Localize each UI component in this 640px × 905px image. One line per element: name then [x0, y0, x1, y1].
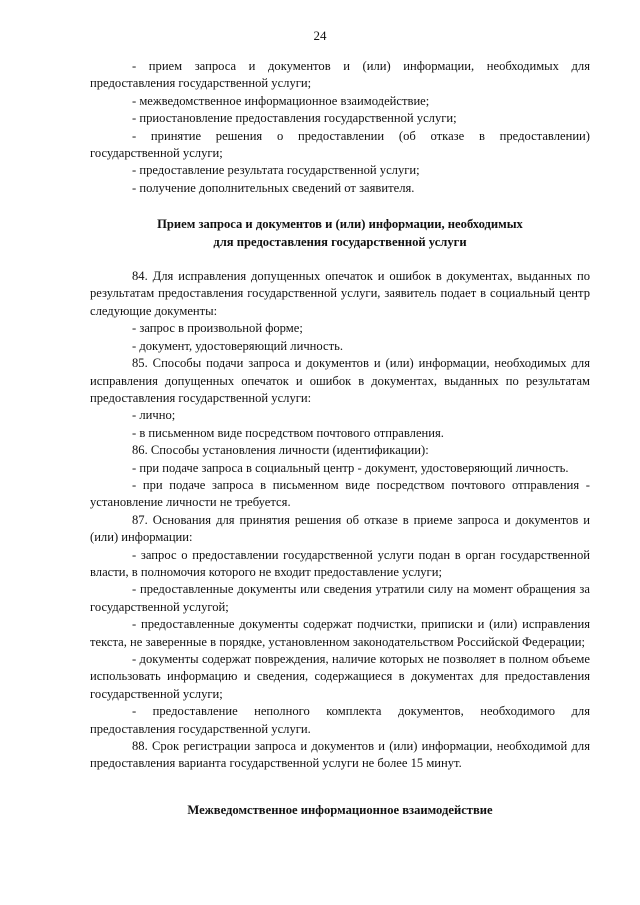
list-item: - документ, удостоверяющий личность.: [132, 338, 343, 353]
top-list-item: - прием запроса и документов и (или) информации, необходимых для предоставления государственной услуги;: [90, 59, 590, 91]
section-heading-line: Прием запроса и документов и (или) информации, необходимых: [157, 217, 523, 232]
top-list-item: - межведомственное информационное взаимодействие;: [132, 93, 430, 108]
paragraph-84: 84. Для исправления допущенных опечаток и ошибок в документах, выданных по результатам предоставления государственной услуги, заявитель подает в социальный центр следующие документы:: [90, 269, 590, 318]
paragraph-85: 85. Способы подачи запроса и документов и (или) информации, необходимых для исправления допущенных опечаток и ошибок в документах, выданных по результатам предоставления государственной услуги:: [90, 356, 590, 405]
top-list-item: - принятие решения о предоставлении (об отказе в предоставлении) государственной услуги;: [90, 128, 590, 161]
top-list-item: - получение дополнительных сведений от заявителя.: [132, 180, 415, 195]
section-heading-interagency: Межведомственное информационное взаимодействие: [187, 802, 493, 817]
list-item: - предоставление неполного комплекта документов, необходимого для предоставления государственной услуги.: [90, 704, 590, 736]
list-item: - предоставленные документы содержат подчистки, приписки и (или) исправления текста, не заверенные в порядке, установленном законодательством Российской Федерации;: [90, 617, 590, 649]
page-number: 24: [313, 28, 327, 43]
list-item: - запрос о предоставлении государственной услуги подан в орган государственной власти, в полномочия которого не входит предоставление услуги;: [90, 547, 590, 579]
list-item: - лично;: [132, 408, 176, 423]
list-item: - в письменном виде посредством почтового отправления.: [132, 425, 444, 440]
list-item: - документы содержат повреждения, наличие которых не позволяет в полном объеме использовать информацию и сведения, содержащиеся в документах для предоставления государственной услуги;: [90, 652, 590, 701]
list-item: - запрос в произвольной форме;: [132, 321, 303, 336]
top-list-item: - приостановление предоставления государственной услуги;: [132, 111, 457, 126]
section-heading-intake: [90, 216, 590, 251]
paragraph-86: 86. Способы установления личности (идентификации):: [132, 443, 429, 458]
section-heading-line: для предоставления государственной услуги: [213, 234, 467, 249]
page-content: [90, 58, 590, 819]
top-list-item: - предоставление результата государственной услуги;: [132, 163, 420, 178]
list-item: - при подаче запроса в письменном виде посредством почтового отправления - установление личности не требуется.: [90, 477, 590, 510]
list-item: - предоставленные документы или сведения утратили силу на момент обращения за государственной услугой;: [90, 582, 590, 614]
list-item: - при подаче запроса в социальный центр - документ, удостоверяющий личность.: [132, 460, 569, 475]
paragraph-87: 87. Основания для принятия решения об отказе в приеме запроса и документов и (или) информации:: [90, 512, 590, 545]
paragraph-88: 88. Срок регистрации запроса и документов и (или) информации, необходимой для предоставления варианта государственной услуги не более 15 минут.: [90, 739, 590, 771]
